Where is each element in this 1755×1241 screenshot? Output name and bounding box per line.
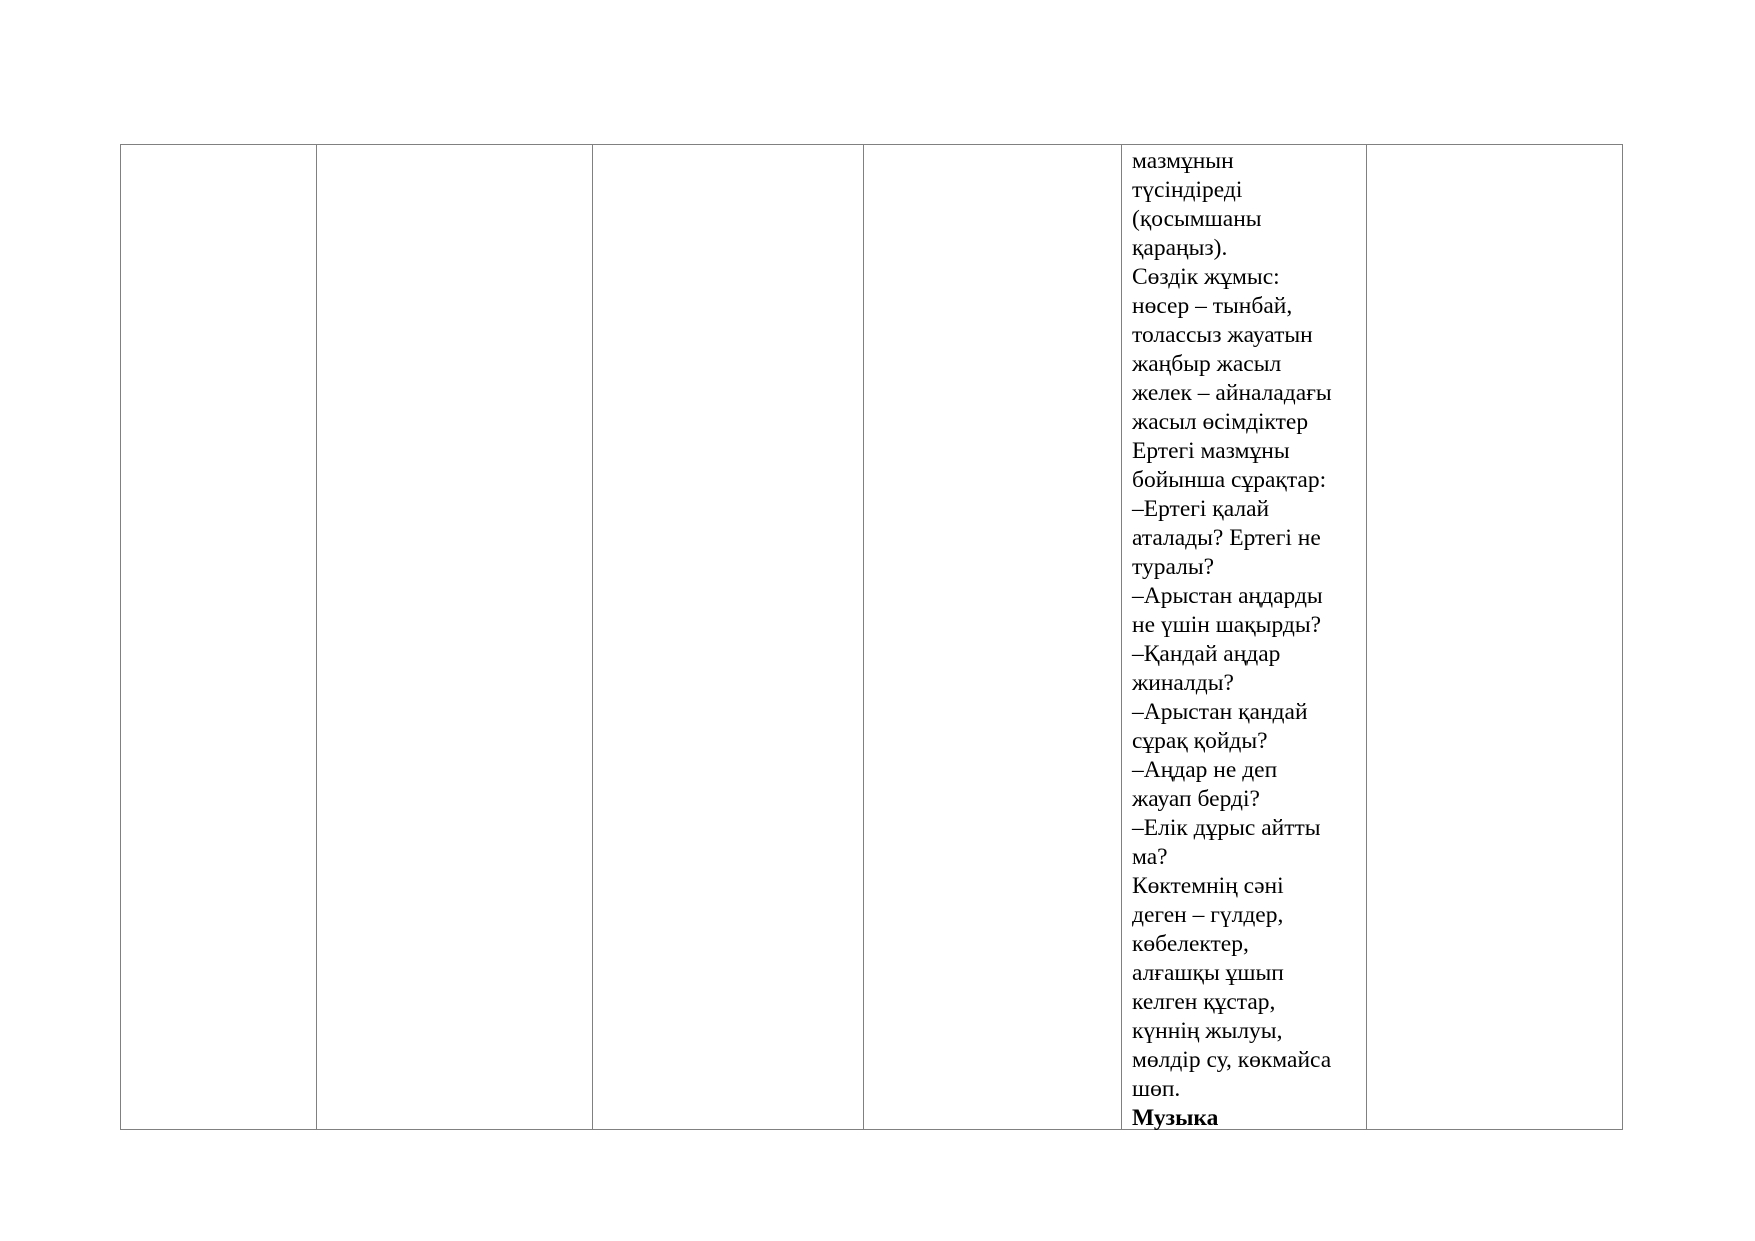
text-line: деген – гүлдер, bbox=[1132, 902, 1284, 928]
text-line: туралы? bbox=[1132, 554, 1215, 580]
text-line: түсіндіреді bbox=[1132, 177, 1243, 203]
lesson-plan-table bbox=[120, 144, 1623, 1130]
table-column-5 bbox=[1122, 145, 1367, 1129]
text-line: желек – айналадағы bbox=[1132, 380, 1332, 406]
table-column-2 bbox=[317, 145, 593, 1129]
text-line: –Арыстан аңдарды bbox=[1132, 583, 1323, 609]
text-line: мөлдір су, көкмайса bbox=[1132, 1047, 1332, 1073]
text-line: не үшін шақырды? bbox=[1132, 612, 1322, 638]
text-line: ма? bbox=[1132, 844, 1168, 870]
text-line: жауап берді? bbox=[1132, 786, 1260, 812]
text-line: бойынша сұрақтар: bbox=[1132, 467, 1327, 493]
text-line: қараңыз). bbox=[1132, 235, 1228, 261]
text-line: шөп. bbox=[1132, 1076, 1181, 1102]
lesson-content-cell bbox=[1132, 147, 1362, 1133]
text-line: жаңбыр жасыл bbox=[1132, 351, 1282, 377]
text-line: толассыз жауатын bbox=[1132, 322, 1313, 348]
text-line: –Ертегі қалай bbox=[1132, 496, 1270, 522]
text-line: келген құстар, bbox=[1132, 989, 1276, 1015]
table-column-6 bbox=[1367, 145, 1624, 1129]
text-line: нөсер – тынбай, bbox=[1132, 293, 1293, 319]
text-line: –Қандай аңдар bbox=[1132, 641, 1281, 667]
music-heading: Музыка bbox=[1132, 1105, 1219, 1131]
text-line: (қосымшаны bbox=[1132, 206, 1262, 232]
text-line: алғашқы ұшып bbox=[1132, 960, 1284, 986]
text-line: сұрақ қойды? bbox=[1132, 728, 1268, 754]
text-line: Ертегі мазмұны bbox=[1132, 438, 1290, 464]
text-line: Сөздік жұмыс: bbox=[1132, 264, 1280, 290]
text-line: –Арыстан қандай bbox=[1132, 699, 1308, 725]
text-line: күннің жылуы, bbox=[1132, 1018, 1283, 1044]
text-line: көбелектер, bbox=[1132, 931, 1249, 957]
table-column-1 bbox=[121, 145, 317, 1129]
table-column-4 bbox=[864, 145, 1122, 1129]
table-column-3 bbox=[593, 145, 864, 1129]
text-line: мазмұнын bbox=[1132, 148, 1234, 174]
text-line: Көктемнің сәні bbox=[1132, 873, 1284, 899]
text-line: –Аңдар не деп bbox=[1132, 757, 1278, 783]
text-line: жасыл өсімдіктер bbox=[1132, 409, 1309, 435]
text-line: –Елік дұрыс айтты bbox=[1132, 815, 1321, 841]
text-line: жиналды? bbox=[1132, 670, 1234, 696]
text-line: аталады? Ертегі не bbox=[1132, 525, 1321, 551]
